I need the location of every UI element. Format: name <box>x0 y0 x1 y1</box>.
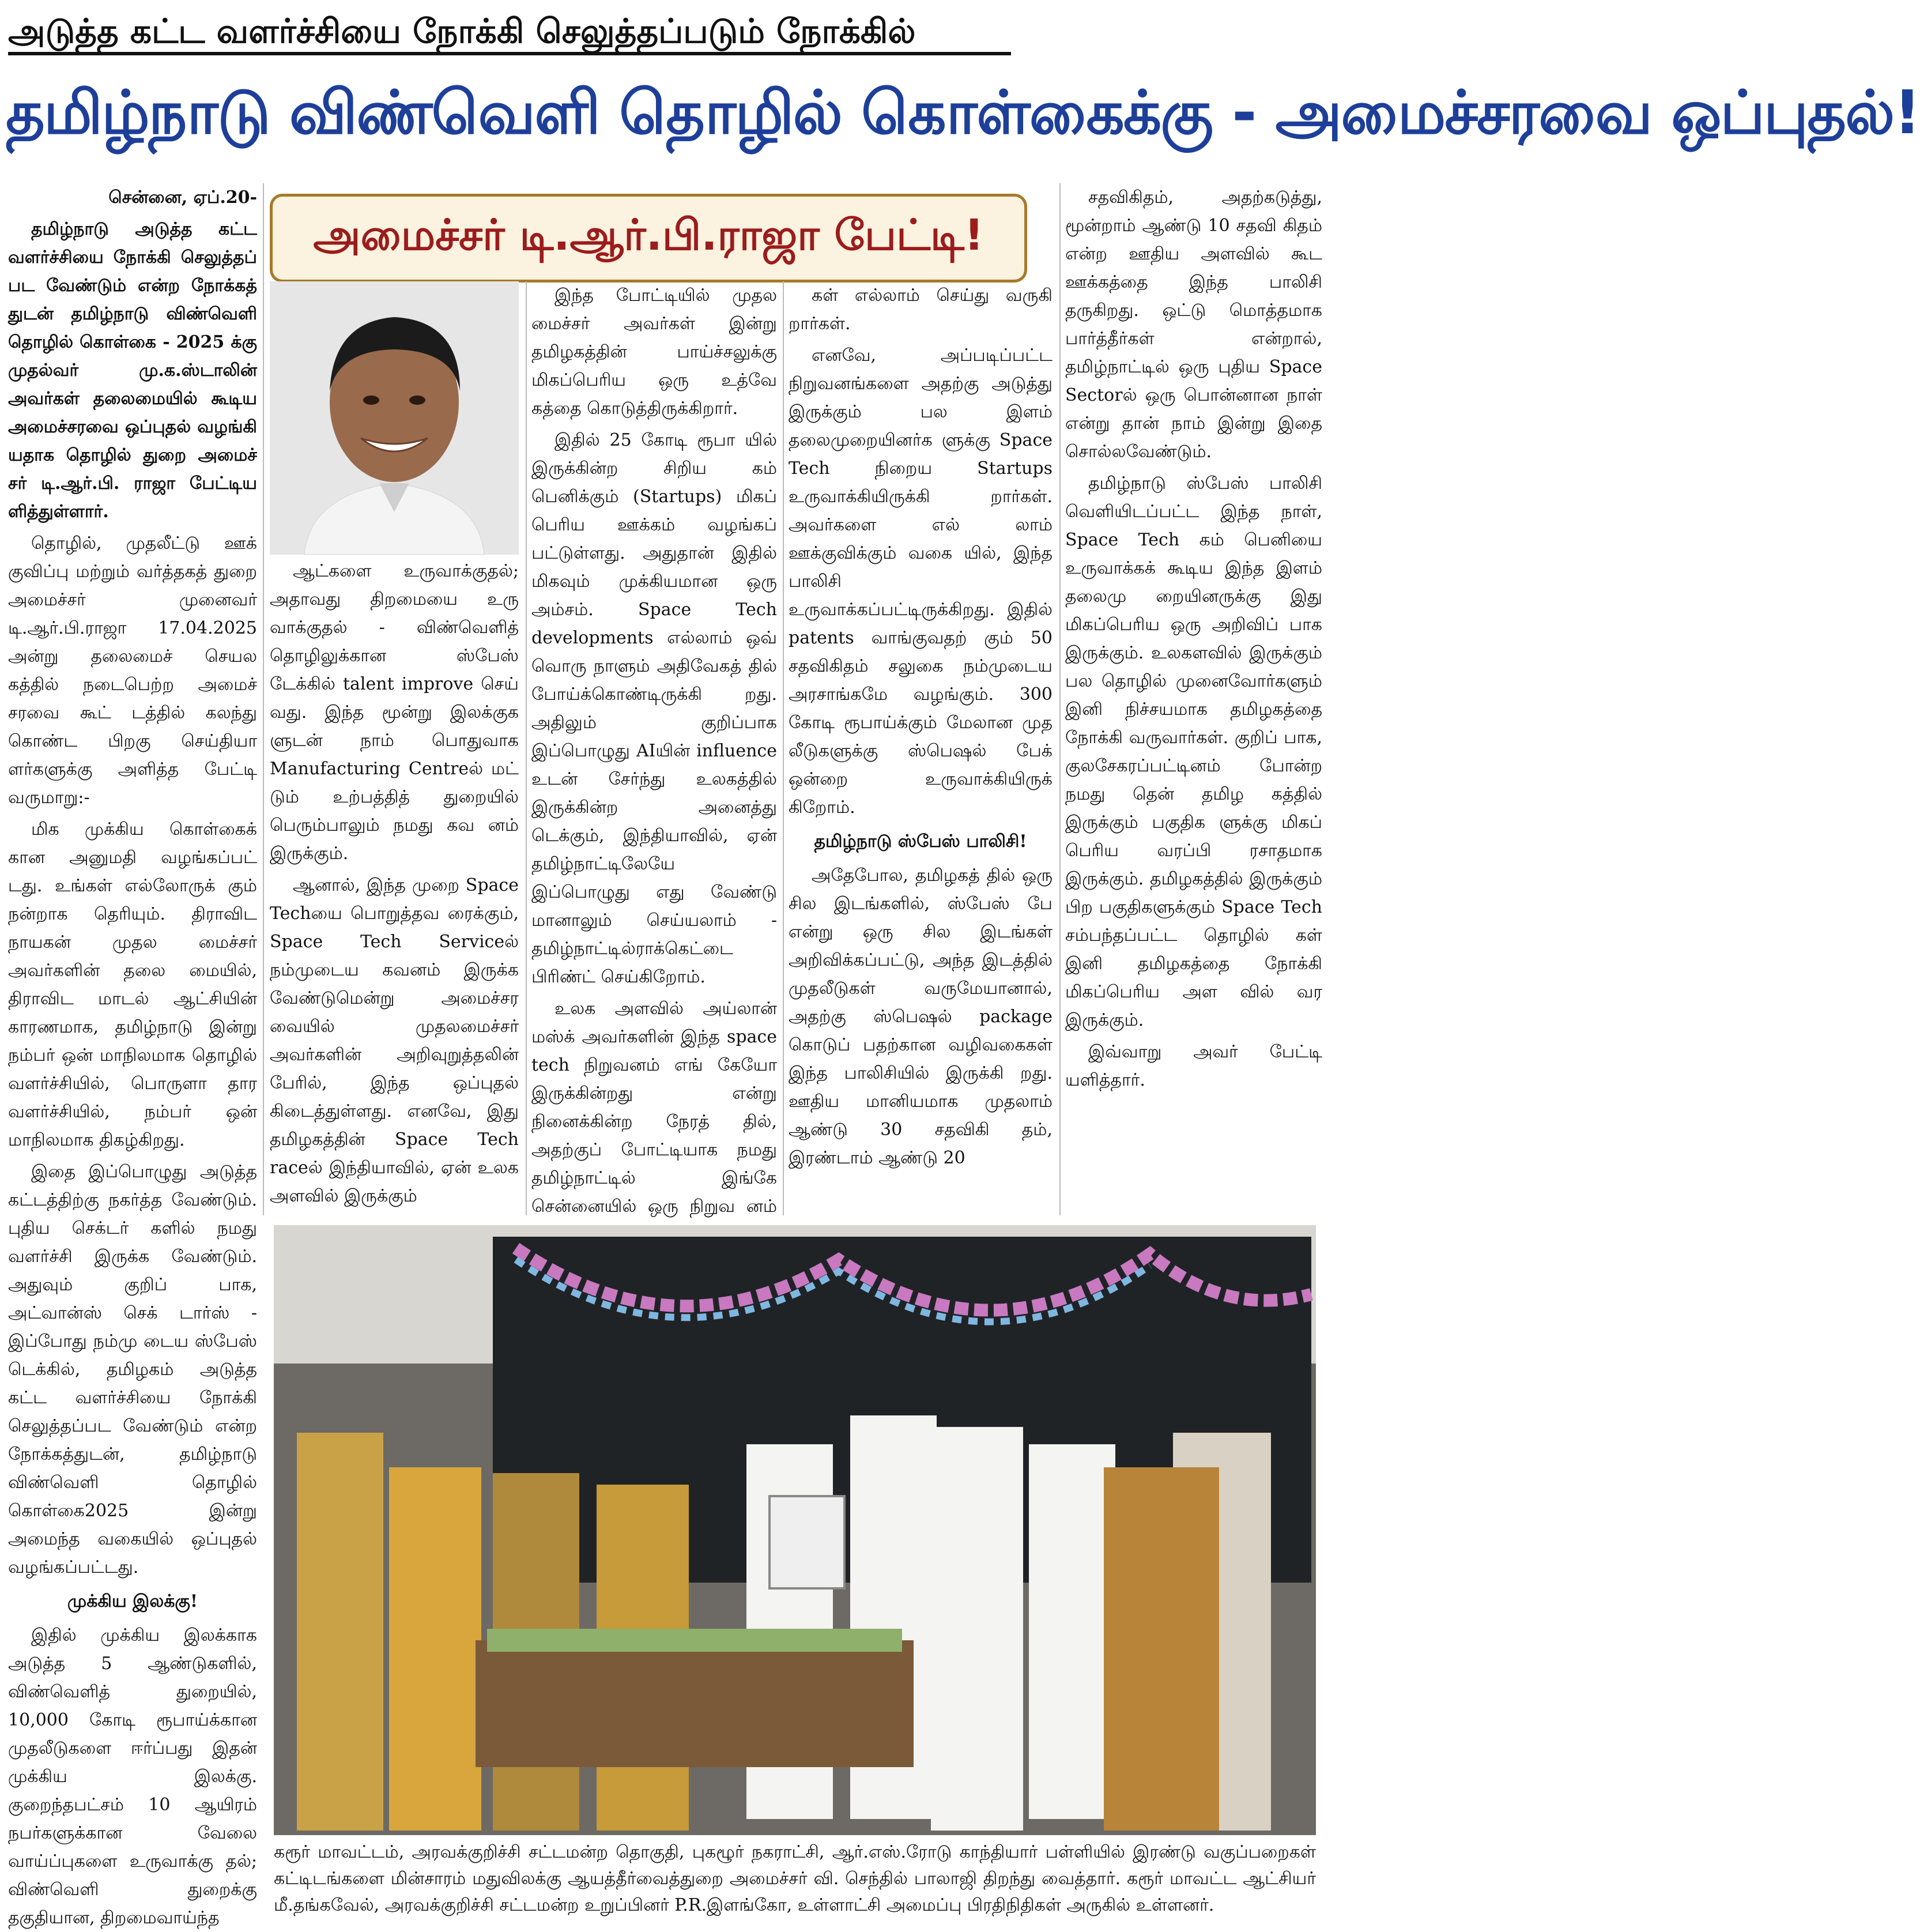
article-column-3 <box>531 281 777 1217</box>
article-column-2 <box>270 557 519 1206</box>
paragraph: ஆனால், இந்த முறை Space Techயை பொறுத்தவ ரைக்கும், Space Tech Serviceல் நம்முடைய கவனம் இருக்க வேண்டுமென்று அமைச்சர வையில் முதலமைச்சர் அவர்களின் அறிவுறுத்தலின் பேரில், இந்த ஒப்புதல் கிடைத்துள்ளது. எனவே, இது தமிழகத்தின் Space Tech raceல் இந்தியாவில், ஏன் உலக அளவில் இருக்கும் <box>270 875 519 1206</box>
paragraph: இதை இப்பொழுது அடுத்த கட்டத்திற்கு நகர்த்த வேண்டும். புதிய செக்டர் களில் நமது வளர்ச்சி இருக்க வேண்டும். அதுவும் குறிப் பாக, அட்வான்ஸ் செக் டார்ஸ் - இப்போது நம்மு டைய ஸ்பேஸ் டெக்கில், தமிழகம் அடுத்த கட்ட வளர்ச்சியை நோக்கி செலுத்தப்பட வேண்டும் என்ற நோக்கத்துடன், தமிழ்நாடு விண்வெளி தொழில் கொள்கை2025 இன்று அமைந்த வகையில் ஒப்புதல் வழங்கப்பட்டது. <box>8 1162 257 1577</box>
paragraph: இதில் முக்கிய இலக்காக அடுத்த 5 ஆண்டுகளில், விண்வெளித் துறையில், 10,000 கோடி ரூபாய்க்கான முதலீடுகளை ஈர்ப்பது இதன் முக்கிய இலக்கு. குறைந்தபட்சம் 10 ஆயிரம் நபர்களுக்கான வேலை வாய்ப்புகளை உருவாக்கு தல்; விண்வெளி துறைக்கு தகுதியான, திறமைவாய்ந்த <box>8 1625 257 1928</box>
paragraph: தொழில், முதலீட்டு ஊக் குவிப்பு மற்றும் வர்த்தகத் துறை அமைச்சர் முனைவர் டி.ஆர்.பி.ராஜா 17.04.2025 அன்று தலைமைச் செயல கத்தில் நடைபெற்ற அமைச் சரவை கூட் டத்தில் கலந்து கொண்ட பிறகு செய்தியா ளர்களுக்கு அளித்த பேட்டி வருமாறு:- <box>8 533 257 808</box>
paragraph: ஆட்களை உருவாக்குதல்; அதாவது திறமையை உரு வாக்குதல் - விண்வெளித் தொழிலுக்கான ஸ்பேஸ் டேக்கில் talent improve செய் வது. இந்த மூன்று இலக்குக ளுடன் நாம் பொதுவாக Manufacturing Centreல் மட் டும் உற்பத்தித் துறையில் பெரும்பாலும் நமது கவ னம் இருக்கும். <box>270 561 519 864</box>
column-divider <box>1059 183 1061 1215</box>
article-column-4 <box>789 281 1053 1192</box>
subheading: முக்கிய இலக்கு! <box>67 1591 198 1611</box>
paragraph: சதவிகிதம், அதற்கடுத்து, மூன்றாம் ஆண்டு 10 சதவி கிதம் என்ற ஊதிய அளவில் கூட ஊக்கத்தை இந்த பாலிசி தருகிறது. ஒட்டு மொத்தமாக பார்த்தீர்கள் என்றால், தமிழ்நாட்டில் ஒரு புதிய Space Sectorல் ஒரு பொன்னான நாள் என்று தான் நாம் இன்று இதை சொல்லவேண்டும். <box>1065 187 1322 462</box>
paragraph: உலக அளவில் அய்லான் மஸ்க் அவர்களின் இந்த space tech நிறுவனம் எங் கேயோ இருக்கின்றது என்று நினைக்கின்ற நேரத் தில், அதற்குப் போட்டியாக நமது தமிழ்நாட்டில் இங்கே சென்னையில் ஒரு நிறுவ னம் <box>531 999 777 1217</box>
kicker-line: அடுத்த கட்ட வளர்ச்சியை நோக்கி செலுத்தப்படும் நோக்கில் <box>8 10 1011 55</box>
banner-title: அமைச்சர் டி.ஆர்.பி.ராஜா பேட்டி! <box>313 210 984 260</box>
paragraph: அதேபோல, தமிழகத் தில் ஒரு சில இடங்களில், ஸ்பேஸ் பே என்று ஒரு சில இடங்கள் அறிவிக்கப்பட்டு, அந்த இடத்தில் முதலீடுகள் வருமேயானால், அதற்கு ஸ்பெஷல் package கொடுப் பதற்கான வழிவகைகள் இந்த பாலிசியில் இருக்கி றது. ஊதிய மானியமாக முதலாம் ஆண்டு 30 சதவிகி தம், இரண்டாம் ஆண்டு 20 <box>789 865 1053 1168</box>
paragraph: இவ்வாறு அவர் பேட்டி யளித்தார். <box>1065 1042 1322 1090</box>
paragraph: இதில் 25 கோடி ரூபா யில் இருக்கின்ற சிறிய கம் பெனிக்கும் (Startups) மிகப் பெரிய ஊக்கம் வழங்கப் பட்டுள்ளது. அதுதான் இதில் மிகவும் முக்கியமான ஒரு அம்சம். Space Tech developments எல்லாம் ஒவ் வொரு நாளும் அதிவேகத் தில் போய்க்கொண்டிருக்கி றது. அதிலும் குறிப்பாக இப்பொழுது AIயின் influence உடன் சேர்ந்து உலகத்தில் இருக்கின்ற அனைத்து டெக்கும், இந்தியாவில், ஏன் தமிழ்நாட்டிலேயே இப்பொழுது எது வேண்டு மானாலும் செய்யலாம் - தமிழ்நாட்டில்ராக்கெட்டை பிரிண்ட் செய்கிறோம். <box>531 430 777 987</box>
headline: தமிழ்நாடு விண்வெளி தொழில் கொள்கைக்கு - அமைச்சரவை ஒப்புதல்! <box>6 77 1920 148</box>
article-column-1 <box>8 183 257 1928</box>
column-divider <box>783 281 784 1215</box>
lead-paragraph: தமிழ்நாடு அடுத்த கட்ட வளர்ச்சியை நோக்கி செலுத்தப் பட வேண்டும் என்ற நோக்கத் துடன் தமிழ்நாடு விண்வெளி தொழில் கொள்கை - 2025 க்கு முதல்வர் மு.க.ஸ்டாலின் அவர்கள் தலைமையில் கூடிய அமைச்சரவை ஒப்புதல் வழங்கி யதாக தொழில் துறை அமைச் சர் டி.ஆர்.பி. ராஜா பேட்டிய ளித்துள்ளார். <box>8 219 257 522</box>
dateline: சென்னை, ஏப்.20- <box>108 187 257 208</box>
subheading: தமிழ்நாடு ஸ்பேஸ் பாலிசி! <box>814 831 1027 852</box>
event-photo <box>274 1225 1316 1835</box>
column-divider <box>263 183 264 1215</box>
paragraph: எனவே, அப்படிப்பட்ட நிறுவனங்களை அதற்கு அடுத்து இருக்கும் பல இளம் தலைமுறையினர்க ளுக்கு Space Tech நிறைய Startups உருவாக்கியிருக்கி றார்கள். அவர்களை எல் லாம் ஊக்குவிக்கும் வகை யில், இந்த பாலிசி உருவாக்கப்பட்டிருக்கிறது. இதில் patents வாங்குவதற் கும் 50 சதவிகிதம் சலுகை நம்முடைய அரசாங்கமே வழங்கும். 300 கோடி ரூபாய்க்கும் மேலான முத லீடுகளுக்கு ஸ்பெஷல் பேக் ஒன்றை உருவாக்கியிருக் கிறோம். <box>789 345 1053 818</box>
paragraph: இந்த போட்டியில் முதல மைச்சர் அவர்கள் இன்று தமிழகத்தின் பாய்ச்சலுக்கு மிகப்பெரிய ஒரு உத்வே கத்தை கொடுத்திருக்கிறார். <box>531 285 777 419</box>
photo-caption: கரூர் மாவட்டம், அரவக்குறிச்சி சட்டமன்ற தொகுதி, புகழூர் நகராட்சி, ஆர்.எஸ்.ரோடு காந்தியார் பள்ளியில் இரண்டு வகுப்பறைகள் கட்டிடங்களை மின்சாரம் மதுவிலக்கு ஆயத்தீர்வைத்துறை அமைச்சர் வி. செந்தில் பாலாஜி திறந்து வைத்தார். கரூர் மாவட்ட ஆட்சியர் மீ.தங்கவேல், அரவக்குறிச்சி சட்டமன்ற உறுப்பினர் P.R.இளங்கோ, உள்ளாட்சி அமைப்பு பிரதிநிதிகள் அருகில் உள்ளனர். <box>274 1842 1316 1915</box>
minister-portrait <box>270 281 519 555</box>
paragraph: தமிழ்நாடு ஸ்பேஸ் பாலிசி வெளியிடப்பட்ட இந்த நாள், Space Tech கம் பெனியை உருவாக்கக் கூடிய இந்த இளம் தலைமு றையினருக்கு இது மிகப்பெரிய ஒரு அறிவிப் பாக இருக்கும். உலகளவில் இருக்கும் பல தொழில் முனைவோர்களும் இனி நிச்சயமாக தமிழகத்தை நோக்கி வருவார்கள். குறிப் பாக, குலசேகரப்பட்டினம் போன்ற நமது தென் தமிழ கத்தில் இருக்கும் பகுதிக ளுக்கு மிகப் பெரிய வரப்பி ரசாதமாக இருக்கும். தமிழகத்தில் இருக்கும் பிற பகுதிகளுக்கும் Space Tech சம்பந்தப்பட்ட தொழில் கள் இனி தமிழகத்தை நோக்கி மிகப்பெரிய அள வில் வர இருக்கும். <box>1065 473 1322 1030</box>
article-column-5 <box>1065 183 1322 1192</box>
interview-banner <box>270 194 1027 283</box>
column-divider <box>526 281 527 1215</box>
paragraph: கள் எல்லாம் செய்து வருகி றார்கள். <box>789 285 1053 334</box>
paragraph: மிக முக்கிய கொள்கைக் கான அனுமதி வழங்கப்பட் டது. உங்கள் எல்லோருக் கும் நன்றாக தெரியும். திராவிட நாயகன் முதல மைச்சர் அவர்களின் தலை மையில், திராவிட மாடல் ஆட்சியின் காரணமாக, தமிழ்நாடு இன்று நம்பர் ஒன் மாநிலமாக தொழில் வளர்ச்சியில், பொருளா தார வளர்ச்சியில், நம்பர் ஒன் மாநிலமாக திகழ்கிறது. <box>8 819 257 1150</box>
